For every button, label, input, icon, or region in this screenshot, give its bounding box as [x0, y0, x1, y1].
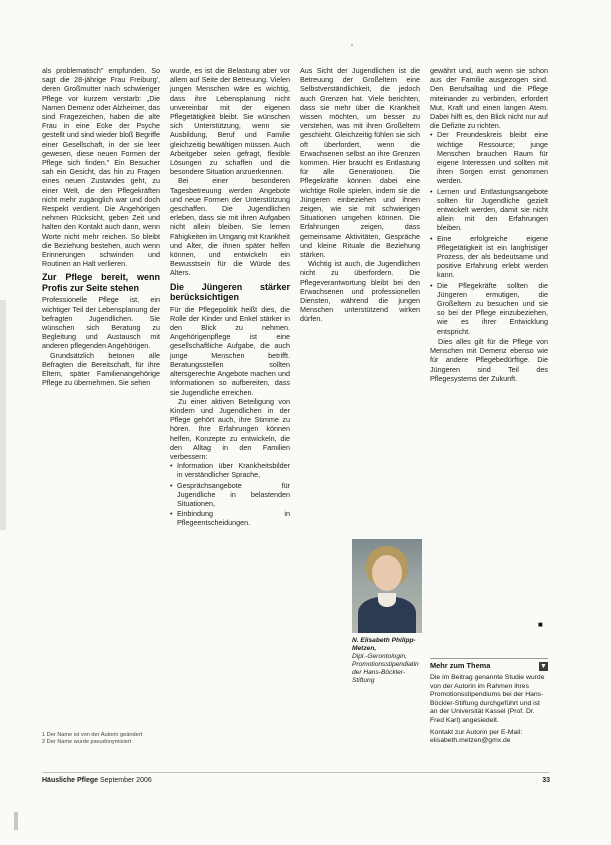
more-info-title: Mehr zum Thema	[430, 661, 491, 671]
column-2	[170, 66, 290, 529]
page-footer	[42, 777, 550, 789]
col4-paragraph-2: Dies alles gilt für die Pflege von Menschen mit Demenz ebenso wie für andere Pflegebedürftige. Die Jüngeren sind Teil des Pflegesystems der Zukunft.	[430, 336, 548, 383]
photo-face	[372, 555, 402, 591]
more-info-text: Die im Beitrag genannte Studie wurde von der Autorin im Rahmen ihres Promotionsstipendiums bei der Hans-Böckler-Stiftung durchgeführt und ist an der Universität Kassel (Prof. Dr. Fred Karl) angesiedelt.	[430, 674, 545, 724]
caption-name: N. Elisabeth Philipp-Metzen,	[352, 637, 416, 652]
col2-paragraph-4: Zu einer aktiven Beteiligung von Kindern und Jugendlichen in der Pflege gehört auch, ihre Stimme zu hören. Ihre Erfahrungen können helfen, Konzepte zu entwickeln, die den Alltag in den Familien verbessern:	[170, 396, 290, 461]
col2-paragraph-3: Für die Pflegepolitik heißt dies, die Rolle der Kinder und Enkel stärker in den Blick zu nehmen. Angehörigenpflege ist eine gesellschaftliche Aufgabe, die auch junge Menschen betrifft. Beratungsstellen sollten altersgerechte Angebote machen und Informationen so aufbereiten, dass sie Jugendliche erreichen.	[170, 304, 290, 397]
footer-citation	[42, 777, 152, 784]
col1-paragraph-1: als problematisch" empfunden. So sagt die 28-jährige Frau Freiburg', deren Großmutter nach schwieriger Pflege vor kurzem verstarb: „Die Namen Demenz oder Alzheimer, das sind Fragezeichen, haben die alte Frau in eine Ecke der Psyche gestellt und sind wieder bloß Begriffe einer Gesellschaft, in der sie leer gewesen, diese neuen Formen der Pflege sich finden." Ein Besucher sah ein Gesicht, das hin zu Fragen eines neuen Zustandes geht, zu einer Welt, die den Pflegekräften nicht mehr zugänglich war und doch Respekt verdient. Die Angehörigen nehmen Rücksicht, geben Zeit und halten den Kontakt auch dann, wenn Worte nicht mehr reichen. So bleibt die Beziehung bestehen, auch wenn Erinnerungen schwinden und Routinen an Halt verlieren.	[42, 66, 160, 269]
col1-paragraph-2: Professionelle Pflege ist, ein wichtiger Teil der Lebensplanung der befragten Jugendlichen. Sie wünschen sich Beratung zu Begleitung und Austausch mit anderen pflegenden Angehörigen.	[42, 295, 160, 351]
col3-paragraph-2: Wichtig ist auch, die Jugendlichen nicht zu überfordern. Die Pflegeverantwortung bleibt bei den Erwachsenen und professionellen Diensten, während die jungen Menschen unterstützend wirken dürfen.	[300, 259, 420, 324]
col2-heading: Die Jüngeren stärker berücksichtigen	[170, 281, 290, 303]
column-1	[42, 66, 160, 388]
footer-issue: September 2006	[99, 777, 152, 784]
col1-paragraph-3: Grundsätzlich betonen alle Befragten die Bereitschaft, für ihre Eltern, später Familienangehörige Pflege zu übernehmen. Sie sehen	[42, 350, 160, 388]
photo-collar	[378, 593, 396, 607]
footnote-1: 1 Der Name ist von der Autorin geändert	[42, 732, 143, 738]
column-4	[430, 66, 548, 383]
author-photo	[352, 539, 422, 633]
col4-bullet-2: • Lernen und Entlastungsangebote sollten für Jugendliche gezielt entwickelt werden, damit sie nicht allein mit den Erfahrungen bleiben.	[430, 187, 548, 233]
col1-heading: Zur Pflege bereit, wenn Profis zur Seite stehen	[42, 272, 160, 293]
column-3	[300, 66, 420, 324]
footer-journal: Häusliche Pflege	[42, 777, 99, 784]
page-mark	[351, 44, 353, 46]
footnote-2: 2 Der Name wurde pseudonymisiert	[42, 739, 132, 745]
col2-bullet-2: • Gesprächsangebote für Jugendliche in belastenden Situationen,	[170, 481, 290, 509]
more-info-title-row	[430, 662, 548, 671]
caption-text: Dipl.-Gerontologin, Promotionsstipendiatin der Hans-Böckler-Stiftung	[352, 653, 419, 684]
col4-paragraph-1: gewährt und, auch wenn sie schon aus der Familie ausgezogen sind. Den Berufsalltag und die Pflege miteinander zu verbinden, erfordert Mut, Kraft und einen langen Atem. Dabei hilft es, den Blick nicht nur auf die Defizite zu richten.	[430, 66, 548, 131]
arrow-down-icon[interactable]: ▼	[540, 663, 547, 670]
footnotes	[42, 732, 160, 746]
col2-bullet-1: • Information über Krankheitsbilder in verständlicher Sprache,	[170, 461, 290, 479]
corner-mark	[14, 812, 18, 830]
col4-bullet-3: • Eine erfolgreiche eigene Pflegetätigkeit ist ein langfristiger Prozess, der als bedeutsame und positive Erfahrung erlebt werden kann.	[430, 234, 548, 280]
article-end-mark: ■	[538, 620, 543, 629]
footer-rule	[42, 772, 550, 773]
photo-caption	[352, 637, 422, 685]
col2-bullet-3: • Einbindung in Pflegeentscheidungen.	[170, 509, 290, 527]
more-info-box	[430, 658, 548, 746]
col4-bullet-1: • Der Freundeskreis bleibt eine wichtige Ressource; junge Menschen brauchen Raum für eigene Interessen und sollten mit ihren Sorgen ernst genommen werden.	[430, 130, 548, 185]
page-number: 33	[542, 777, 550, 784]
col2-paragraph-1: wurde, es ist die Belastung aber vor allem auf Seite der Betreuung. Vielen jungen Menschen wäre es wichtig, dass ihre Lebensplanung nicht unvereinbar mit der eigenen Pflegetätigkeit bleibt. Sie wünschen sich Unterstützung, wenn sie Ausbildung, Beruf und Familie gleichzeitig bewältigen müssen. Auch Arbeitgeber seien gefragt, flexible Lösungen zu schaffen und die besondere Situation anzuerkennen.	[170, 66, 290, 177]
more-info-contact: Kontakt zur Autorin per E-Mail: elisabeth.metzen@gmx.de	[430, 728, 523, 745]
col3-paragraph-1: Aus Sicht der Jugendlichen ist die Betreuung der Großeltern eine Selbstverständlichkeit, die jedoch auch Grenzen hat. Viele berichten, dass sie mehr über die Krankheit wissen möchten, um besser zu verstehen, was mit ihren Großeltern geschieht. Gleichzeitig fühlen sie sich oft überfordert, wenn die Erwachsenen selbst an ihre Grenzen kommen. Hier braucht es Entlastung für alle Generationen. Die Pflegekräfte können dabei eine wichtige Rolle spielen, indem sie die Jüngeren einbeziehen und ihnen zeigen, wie sie mit schwierigen Situationen umgehen können. Die Erfahrungen zeigen, dass gemeinsame Aktivitäten, Gespräche und kleine Rituale die Beziehung stärken.	[300, 66, 420, 260]
margin-stripe	[0, 300, 6, 530]
col2-paragraph-2: Bei einer besonderen Tagesbetreuung werden Angebote und neue Formen der Unterstützung geschaffen. Die Jugendlichen erleben, dass sie mit ihren Aufgaben nicht allein bleiben. Sie lernen Fähigkeiten im Umgang mit Krankheit und Alter, die ihnen später helfen können, und entwickeln ein Bewusstsein für die Würde des Alters.	[170, 176, 290, 278]
col4-bullet-4: • Die Pflegekräfte sollten die Jüngeren ermutigen, die Großeltern zu besuchen und sie so bei der Pflege einzubeziehen, wie es ihrer Entwicklung entspricht.	[430, 281, 548, 336]
